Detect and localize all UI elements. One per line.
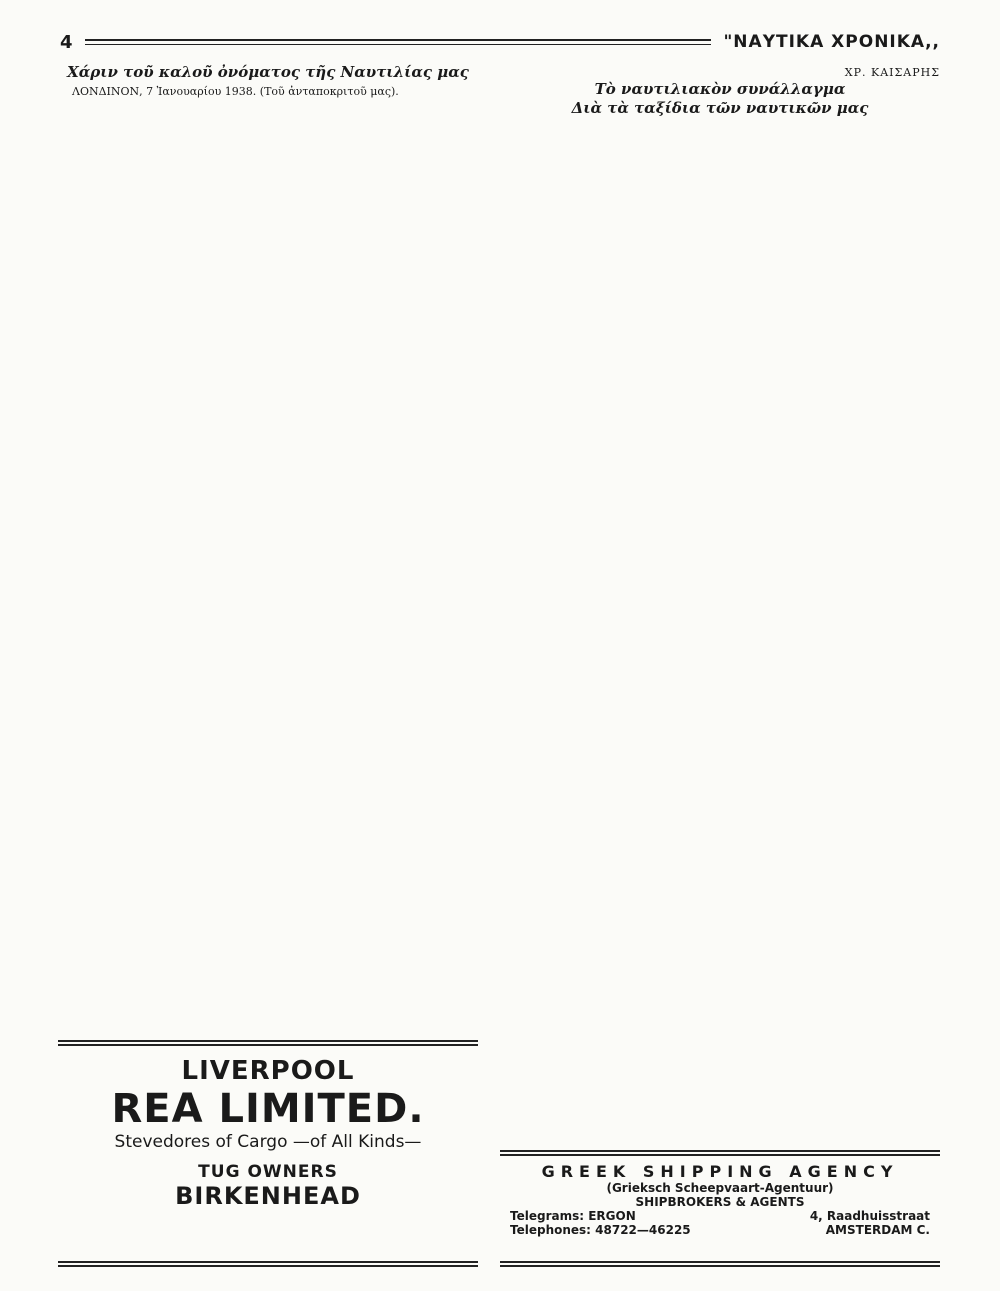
right-article-title-2: Διὰ τὰ ταξίδια τῶν ναυτικῶν μας [571, 99, 869, 118]
ad-role: SHIPBROKERS & AGENTS [635, 1195, 805, 1209]
left-column [58, 63, 478, 102]
ad-telephones: Telephones: 48722—46225 [510, 1223, 691, 1237]
ad-location: BIRKENHEAD [175, 1182, 361, 1210]
ad-city: AMSTERDAM C. [825, 1223, 930, 1237]
ad-tagline: Stevedores of Cargo —of All Kinds— [114, 1132, 422, 1152]
ad-name: GREEK SHIPPING AGENCY [541, 1162, 899, 1181]
ad-service: TUG OWNERS [198, 1162, 338, 1182]
ad-telegrams: Telegrams: ERGON [510, 1209, 636, 1223]
right-article-title-1: Τὸ ναυτιλιακὸν συνάλλαγμα [594, 80, 846, 99]
left-article-dateline: ΛΟΝΔΙΝΟΝ, 7 Ἰανουαρίου 1938. (Τοῦ ἀνταποκριτοῦ μας). [72, 85, 399, 99]
signature: ΧΡ. ΚΑΙΣΑΡΗΣ [844, 66, 940, 79]
page-header [60, 30, 940, 54]
ad-address: 4, Raadhuisstraat [809, 1209, 930, 1223]
page-number: 4 [60, 31, 73, 53]
greek-shipping-advertisement [500, 1150, 940, 1267]
masthead: "ΝΑΥΤΙΚΑ ΧΡΟΝΙΚΑ,, [723, 32, 940, 52]
header-rule [85, 39, 712, 45]
liverpool-advertisement [58, 1040, 478, 1267]
right-column [500, 66, 940, 122]
ad-city: LIVERPOOL [181, 1056, 355, 1086]
ad-company: REA LIMITED. [111, 1086, 425, 1132]
ad-dutch-name: (Grieksch Scheepvaart-Agentuur) [606, 1181, 834, 1195]
left-article-title: Χάριν τοῦ καλοῦ ὀνόματος τῆς Ναυτιλίας μας [67, 63, 469, 81]
